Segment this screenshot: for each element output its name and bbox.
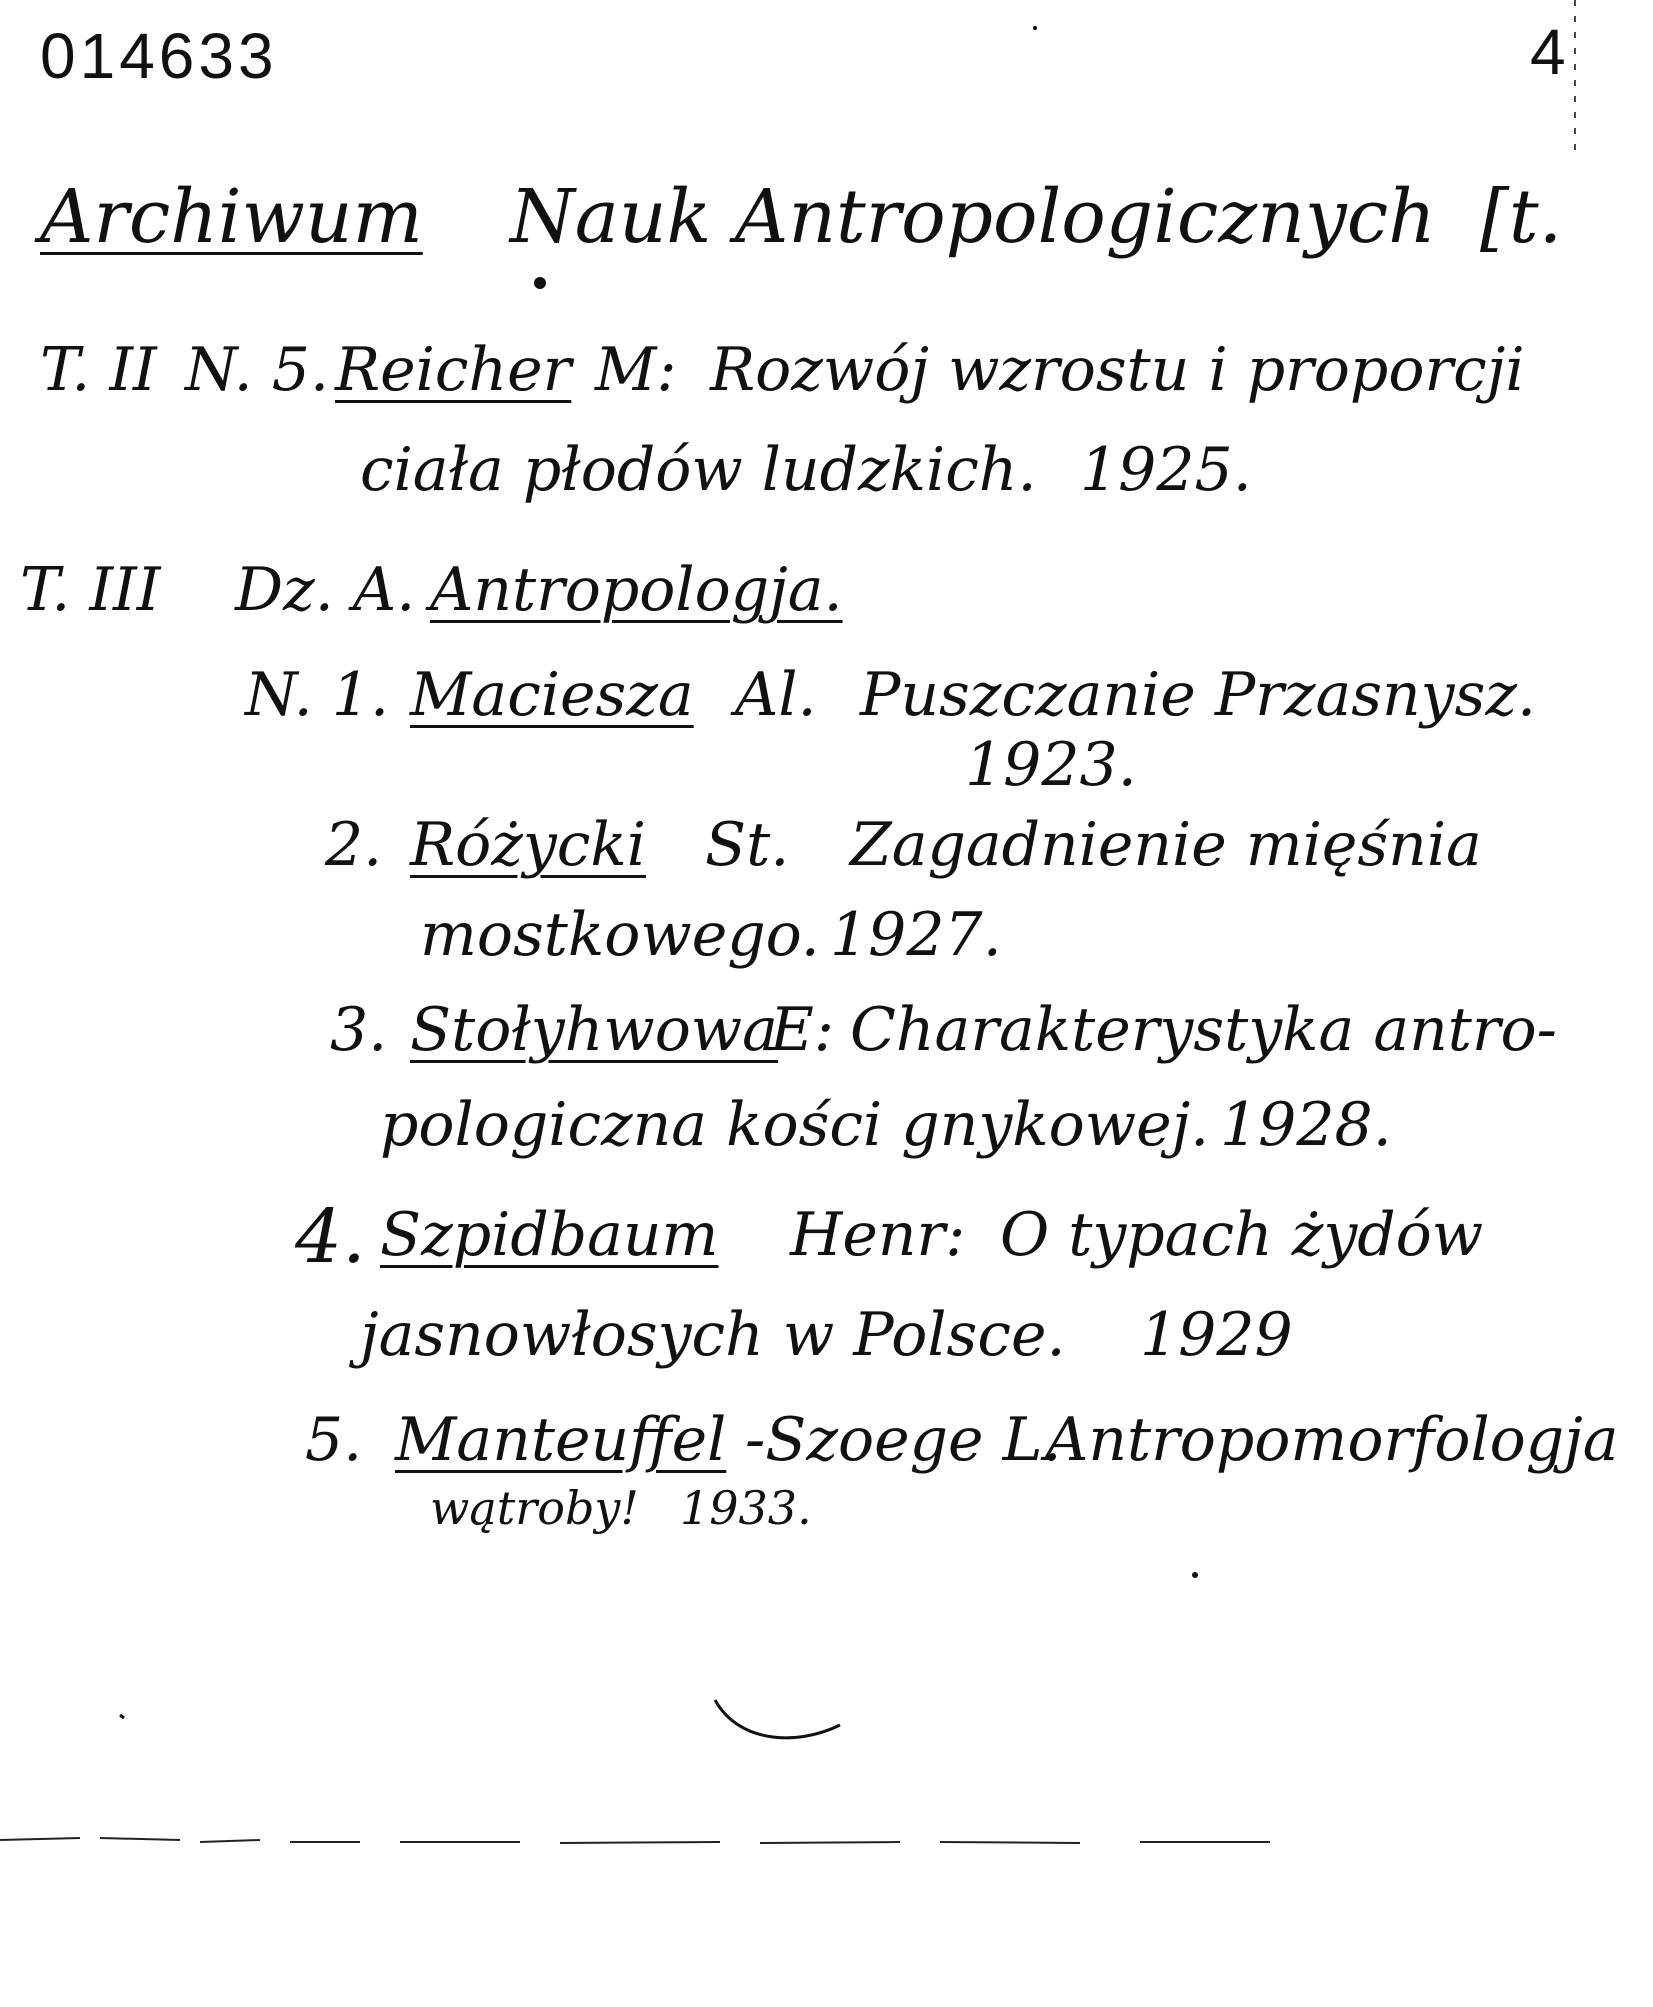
entry-5-initial: -Szoege L. xyxy=(745,1405,1062,1475)
page-number: 4 xyxy=(1530,16,1570,88)
ink-dot xyxy=(1192,1572,1198,1578)
volume-2-initial: M: xyxy=(595,335,677,405)
fold-line xyxy=(0,1838,1270,1843)
volume-3-label: T. III xyxy=(20,555,161,625)
entry-5-title-line-2: wątroby! xyxy=(430,1481,639,1535)
heading-series: Archiwum xyxy=(40,174,423,260)
entry-3-number: 3. xyxy=(330,995,388,1065)
entry-1-title-line-1: Puszczanie Przasnysz. xyxy=(860,660,1537,730)
volume-3-section: Dz. A. xyxy=(235,555,416,625)
entry-2-author: Różycki xyxy=(410,810,646,880)
pen-stroke xyxy=(715,1700,840,1738)
ink-speck xyxy=(120,1715,124,1718)
entry-2-title-line-1: Zagadnienie mięśnia xyxy=(850,810,1482,880)
entry-3-year: 1928. xyxy=(1220,1090,1392,1160)
entry-3-title-line-1: Charakterystyka antro- xyxy=(850,995,1557,1065)
entry-3-title-line-2: pologiczna kości gnykowej. xyxy=(380,1090,1210,1160)
entry-4-initial: Henr: xyxy=(790,1200,966,1270)
entry-2-year: 1927. xyxy=(830,900,1002,970)
ink-dot xyxy=(1033,26,1037,30)
entry-3-initial: E: xyxy=(770,995,835,1065)
entry-4-title-line-1: O typach żydów xyxy=(1000,1200,1484,1270)
entry-2-initial: St. xyxy=(705,810,790,880)
volume-2-number: N. 5. xyxy=(185,335,330,405)
volume-2-title-line-1: Rozwój wzrostu i proporcji xyxy=(710,335,1525,405)
heading-suffix: [t. xyxy=(1480,174,1563,260)
heading-title: Nauk Antropologicznych xyxy=(510,174,1436,260)
entry-5-year: 1933. xyxy=(680,1481,812,1535)
volume-2-label: T. II xyxy=(40,335,157,405)
volume-2-title-line-2: ciała płodów ludzkich. xyxy=(360,435,1037,505)
entry-4-number: 4. xyxy=(295,1194,366,1280)
entry-3-author: Stołyhwowa xyxy=(410,995,778,1065)
volume-2-year: 1925. xyxy=(1080,435,1252,505)
entry-2-title-line-2: mostkowego. xyxy=(420,900,820,970)
entry-1-number: N. 1. xyxy=(245,660,390,730)
entry-1-initial: Al. xyxy=(735,660,817,730)
entry-2-number: 2. xyxy=(325,810,383,880)
entry-4-year: 1929 xyxy=(1140,1300,1293,1370)
volume-2-author: Reicher xyxy=(335,335,572,405)
volume-3-section-title: Antropologja. xyxy=(430,555,843,625)
entry-4-author: Szpidbaum xyxy=(380,1200,719,1270)
ink-dot xyxy=(534,277,546,289)
entry-4-title-line-2: jasnowłosych w Polsce. xyxy=(360,1300,1066,1370)
entry-5-number: 5. xyxy=(305,1405,363,1475)
entry-5-author: Manteuffel xyxy=(395,1405,727,1475)
catalog-number: 014633 xyxy=(40,20,278,92)
entry-1-year: 1923. xyxy=(965,730,1137,800)
entry-5-title-line-1: Antropomorfologja xyxy=(1045,1405,1619,1475)
entry-1-author: Maciesza xyxy=(410,660,694,730)
